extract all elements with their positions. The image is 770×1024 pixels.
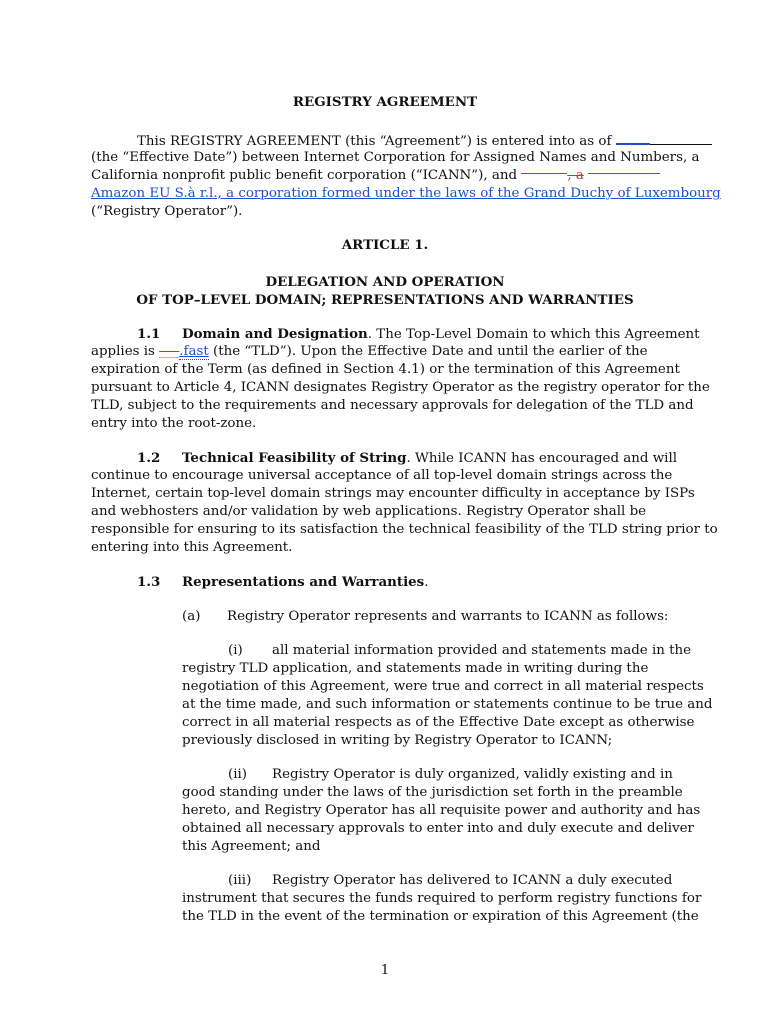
section-1-1-line-2: applies is ___.fast (the “TLD”). Upon the Effective Date and until the earlier of the	[91, 344, 648, 359]
party-type-blank-deleted	[588, 173, 660, 174]
article-number: ARTICLE 1.	[341, 237, 429, 253]
clause-iii-line-2: instrument that secures the funds required to perform registry functions for	[182, 891, 702, 906]
document-title: REGISTRY AGREEMENT	[292, 94, 478, 110]
section-1-1-line-4: pursuant to Article 4, ICANN designates Registry Operator as the registry operator for the	[91, 380, 710, 395]
clause-ii-line-1: Registry Operator is duly organized, validly existing and in	[272, 767, 673, 782]
party-blank-deleted	[521, 173, 567, 174]
inserted-registry-operator-name: Amazon EU S.à r.l., a corporation formed under the laws of the Grand Duchy of Luxembourg	[91, 186, 721, 201]
clause-i-line-5: correct in all material respects as of the Effective Date except as otherwise	[182, 715, 695, 730]
section-1-2-line-4: and webhosters and/or validation by web applications. Registry Operator shall be	[91, 504, 647, 519]
clause-ii-line-4: obtained all necessary approvals to enter into and duly execute and deliver	[182, 821, 694, 836]
section-1-1-heading: Domain and Designation	[182, 326, 368, 342]
section-1-2-heading: Technical Feasibility of String	[182, 450, 407, 466]
intro-line-3: California nonprofit public benefit corporation (“ICANN”), and , a	[91, 167, 660, 185]
clause-i-number: (i)	[228, 643, 243, 658]
deleted-tld-blank: ___	[159, 344, 180, 359]
clause-i-line-1: all material information provided and statements made in the	[272, 643, 692, 658]
article-heading-line-2: OF TOP–LEVEL DOMAIN; REPRESENTATIONS AND WARRANTIES	[136, 292, 634, 308]
clause-ii-line-2: good standing under the laws of the jurisdiction set forth in the preamble	[182, 785, 683, 800]
effective-date-blank	[650, 132, 712, 145]
deleted-text: , a	[567, 168, 584, 183]
clause-i-line-6: previously disclosed in writing by Registry Operator to ICANN;	[182, 733, 613, 748]
clause-ii-number: (ii)	[228, 767, 248, 782]
clause-iii-number: (iii)	[228, 873, 252, 888]
clause-a-text: Registry Operator represents and warrants to ICANN as follows:	[227, 609, 669, 624]
clause-iii-line-1: Registry Operator has delivered to ICANN a duly executed	[272, 873, 673, 888]
section-1-2-number: 1.2	[137, 450, 161, 466]
clause-iii-line-3: the TLD in the event of the termination or expiration of this Agreement (the	[182, 909, 699, 924]
section-1-2-line-1: Technical Feasibility of String. While ICANN has encouraged and will	[182, 450, 678, 466]
section-1-1-line-6: entry into the root-zone.	[91, 416, 257, 431]
page-number: 1	[380, 963, 390, 978]
intro-line-1: This REGISTRY AGREEMENT (this “Agreement”) is entered into as of	[137, 131, 712, 151]
effective-date-blank-inserted	[616, 131, 650, 145]
article-heading-line-1: DELEGATION AND OPERATION	[265, 274, 505, 290]
section-1-1-number: 1.1	[137, 326, 161, 342]
clause-ii-line-3: hereto, and Registry Operator has all requisite power and authority and has	[182, 803, 701, 818]
clause-ii-line-5: this Agreement; and	[182, 839, 321, 854]
section-1-2-line-2: continue to encourage universal acceptance of all top-level domain strings across the	[91, 468, 673, 483]
intro-line-5: (“Registry Operator”).	[91, 204, 243, 219]
section-1-1-line-3: expiration of the Term (as defined in Section 4.1) or the termination of this Agreement	[91, 362, 680, 377]
section-1-2-line-3: Internet, certain top-level domain strings may encounter difficulty in acceptance by ISPs	[91, 486, 695, 501]
clause-a-number: (a)	[182, 609, 201, 624]
section-1-1-line-5: TLD, subject to the requirements and necessary approvals for delegation of the TLD and	[91, 398, 694, 413]
section-1-3-heading: Representations and Warranties	[182, 574, 425, 590]
clause-i-line-4: at the time made, and such information or statements continue to be true and	[182, 697, 713, 712]
section-1-2-line-5: responsible for ensuring to its satisfaction the technical feasibility of the TLD string prior to	[91, 522, 718, 537]
section-1-3-line-1: Representations and Warranties.	[182, 574, 429, 590]
section-1-1-line-1: Domain and Designation. The Top-Level Domain to which this Agreement	[182, 326, 700, 342]
section-1-2-line-6: entering into this Agreement.	[91, 540, 293, 555]
inserted-tld-name: .fast	[179, 344, 209, 359]
clause-i-line-3: negotiation of this Agreement, were true and correct in all material respects	[182, 679, 704, 694]
intro-line-2: (the “Effective Date”) between Internet Corporation for Assigned Names and Numbers, a	[91, 150, 700, 165]
clause-i-line-2: registry TLD application, and statements made in writing during the	[182, 661, 649, 676]
section-1-3-number: 1.3	[137, 574, 161, 590]
